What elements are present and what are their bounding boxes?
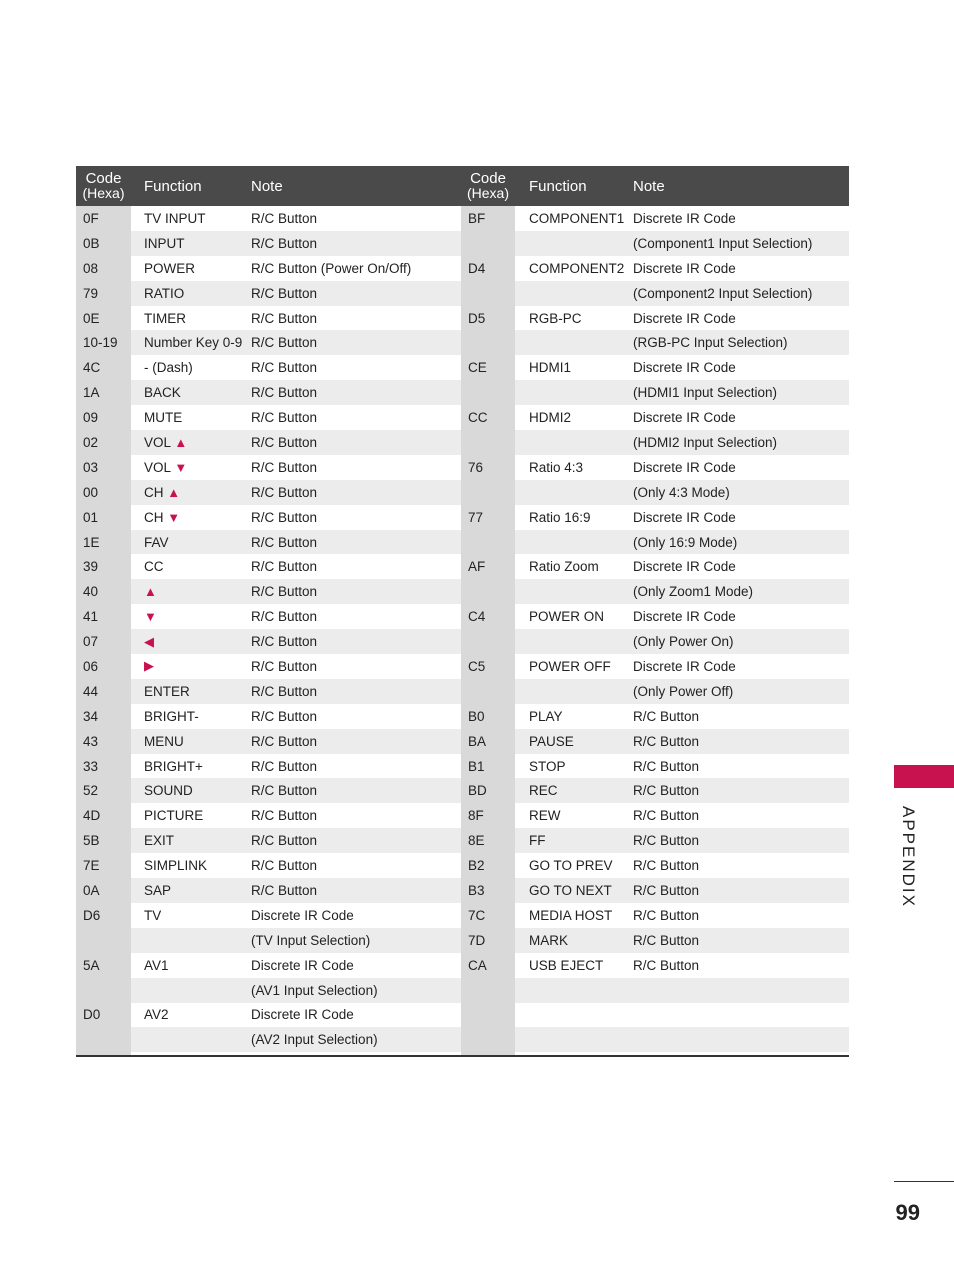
note-cell: Discrete IR Code [633,410,736,426]
note-cell: (HDMI2 Input Selection) [631,430,849,455]
table-row [461,480,849,505]
table-row [461,928,849,953]
function-cell: FAV [131,530,247,555]
table-row [461,306,849,331]
function-cell: PLAY [529,708,563,724]
table-row [461,1003,849,1028]
note-cell: (Component1 Input Selection) [631,231,849,256]
table-row [76,704,461,729]
note-cell: Discrete IR Code [633,559,736,575]
note-cell: R/C Button [251,609,318,625]
note-cell: R/C Button [247,480,461,505]
function-cell [131,978,247,1003]
note-cell: R/C Button [251,360,318,376]
note-cell: R/C Button [633,708,700,724]
note-cell: R/C Button (Power On/Off) [251,260,412,276]
function-cell: AV1 [144,957,169,973]
table-row [76,928,461,953]
code-column-header [76,166,131,206]
note-cell: R/C Button [247,231,461,256]
arrow-icon: ▶ [144,658,154,674]
note-cell: R/C Button [631,778,849,803]
appendix-side-label: APPENDIX [899,806,918,908]
table-row [461,530,849,555]
note-cell: Discrete IR Code [251,907,354,923]
code-cell: C5 [461,654,515,679]
function-cell: PICTURE [144,808,204,824]
note-cell: R/C Button [633,858,700,874]
note-cell: Discrete IR Code [633,210,736,226]
note-cell: R/C Button [633,957,700,973]
note-cell: Discrete IR Code [633,310,736,326]
code-cell: 44 [76,679,131,704]
note-column-header: Note [631,166,849,206]
code-cell: 4C [76,355,131,380]
function-cell [131,629,247,654]
code-cell: 00 [76,480,131,505]
function-cell: REW [529,808,561,824]
code-cell: D6 [76,903,131,928]
table-row [461,679,849,704]
note-cell: (Only 4:3 Mode) [631,480,849,505]
table-row [461,455,849,480]
note-cell: R/C Button [251,808,318,824]
table-row [461,579,849,604]
code-cell: 10-19 [76,330,131,355]
code-cell [461,1027,515,1052]
note-cell: Discrete IR Code [633,658,736,674]
note-cell: R/C Button [247,579,461,604]
table-row [461,754,849,779]
arrow-icon: ▼ [174,459,188,475]
note-cell: R/C Button [247,778,461,803]
function-cell [131,654,247,679]
code-cell: 03 [76,455,131,480]
code-cell: 08 [76,256,131,281]
code-cell: 8E [461,828,515,853]
code-cell: 4D [76,803,131,828]
table-row [76,828,461,853]
table-row [461,380,849,405]
code-cell: 01 [76,505,131,530]
code-cell: 7E [76,853,131,878]
code-cell [461,679,515,704]
table-row [461,554,849,579]
note-cell: R/C Button [251,708,318,724]
table-row [76,281,461,306]
table-row [461,355,849,380]
code-cell: 76 [461,455,515,480]
code-cell: 40 [76,579,131,604]
arrow-icon: ▲ [144,584,157,600]
note-cell: R/C Button [251,758,318,774]
function-column-header: Function [515,166,631,206]
note-cell: R/C Button [251,858,318,874]
note-cell: R/C Button [251,210,318,226]
note-cell: R/C Button [247,878,461,903]
code-cell: AF [461,554,515,579]
table-row [461,281,849,306]
code-cell: 5A [76,953,131,978]
function-cell: BRIGHT- [144,708,199,724]
note-cell: (Only Power On) [631,629,849,654]
arrow-icon: ◀ [144,633,154,649]
table-row [76,1003,461,1028]
function-cell: SIMPLINK [144,858,208,874]
code-header-label: Code [470,170,506,187]
function-cell: BACK [131,380,247,405]
note-cell: R/C Button [631,928,849,953]
table-row [76,629,461,654]
table-row [76,530,461,555]
function-cell: POWER [144,260,196,276]
note-cell: Discrete IR Code [633,459,736,475]
function-cell: RGB-PC [529,310,582,326]
table-row [461,903,849,928]
table-row [76,604,461,629]
table-row [461,1027,849,1052]
table-row [76,455,461,480]
table-row [76,878,461,903]
function-cell [515,480,631,505]
code-cell [461,430,515,455]
function-cell: MARK [515,928,631,953]
note-cell: (Only Power Off) [631,679,849,704]
code-cell [461,330,515,355]
remote-code-table-left [76,166,461,1056]
note-cell: R/C Button [251,559,318,575]
code-cell: D0 [76,1003,131,1028]
function-cell: INPUT [131,231,247,256]
function-cell: TIMER [144,310,186,326]
code-cell: 5B [76,828,131,853]
table-row [461,430,849,455]
note-cell: R/C Button [247,679,461,704]
code-cell: 1A [76,380,131,405]
code-cell: 07 [76,629,131,654]
function-cell [515,281,631,306]
table-header-row [76,166,461,206]
table-row [76,579,461,604]
function-cell: EXIT [131,828,247,853]
note-cell: (Only Zoom1 Mode) [631,579,849,604]
function-cell: USB EJECT [529,957,604,973]
table-row [461,604,849,629]
code-cell: B0 [461,704,515,729]
function-cell: SAP [131,878,247,903]
code-cell: B2 [461,853,515,878]
function-cell: TV [144,907,162,923]
code-cell [461,978,515,1003]
function-cell: RATIO [131,281,247,306]
table-row [76,729,461,754]
code-header-sub: (Hexa) [466,185,509,201]
table-row [76,654,461,679]
table-row [461,629,849,654]
function-cell [515,330,631,355]
table-row [76,978,461,1003]
table-row [76,554,461,579]
function-cell [515,629,631,654]
function-cell [515,380,631,405]
code-cell: 06 [76,654,131,679]
code-header-label: Code [85,170,122,187]
code-cell: 0A [76,878,131,903]
code-cell: 52 [76,778,131,803]
code-cell: 7D [461,928,515,953]
table-row [76,430,461,455]
code-cell: 09 [76,405,131,430]
code-cell: 43 [76,729,131,754]
code-cell: 02 [76,430,131,455]
note-cell: R/C Button [247,281,461,306]
function-cell: Ratio 16:9 [529,509,591,525]
note-cell: Discrete IR Code [633,609,736,625]
table-row [461,803,849,828]
table-row [461,256,849,281]
note-cell: (AV2 Input Selection) [247,1027,461,1052]
code-cell: C4 [461,604,515,629]
function-column-header: Function [131,166,247,206]
note-cell: R/C Button [251,410,318,426]
arrow-icon: ▼ [144,609,157,625]
note-cell: R/C Button [247,828,461,853]
code-cell [461,480,515,505]
function-cell: REC [515,778,631,803]
code-cell [76,1027,131,1052]
table-row [461,231,849,256]
function-cell: VOL ▲ [131,430,247,455]
function-cell: - (Dash) [144,360,193,376]
code-cell: CA [461,953,515,978]
note-cell: R/C Button [631,878,849,903]
code-cell [461,231,515,256]
table-row [76,903,461,928]
page-number-rule [894,1181,954,1182]
code-cell: 8F [461,803,515,828]
table-row [76,256,461,281]
code-cell: D5 [461,306,515,331]
code-column-header [461,166,515,206]
code-header-sub: (Hexa) [82,185,125,201]
code-cell [461,579,515,604]
table-bottom-rule [76,1055,849,1057]
table-row [461,206,849,231]
table-row [461,330,849,355]
function-cell: HDMI2 [529,410,572,426]
function-cell: STOP [529,758,566,774]
arrow-icon: ▲ [167,484,181,500]
code-cell: 39 [76,554,131,579]
function-cell: Ratio 4:3 [529,459,584,475]
table-row [461,729,849,754]
code-cell: CE [461,355,515,380]
arrow-icon: ▲ [174,434,188,450]
note-cell: R/C Button [247,380,461,405]
table-row [76,778,461,803]
note-cell [631,1027,849,1052]
note-cell: R/C Button [247,729,461,754]
code-cell: BF [461,206,515,231]
table-row [76,380,461,405]
note-cell: R/C Button [633,907,700,923]
table-row [461,505,849,530]
note-cell: Discrete IR Code [251,1007,354,1023]
code-cell [461,380,515,405]
code-cell: 7C [461,903,515,928]
note-cell [631,978,849,1003]
note-cell: R/C Button [631,729,849,754]
function-cell [515,579,631,604]
table-header-row [461,166,849,206]
note-cell: Discrete IR Code [633,260,736,276]
note-cell: (AV1 Input Selection) [247,978,461,1003]
table-row [76,754,461,779]
code-cell [461,1003,515,1028]
function-cell [515,1027,631,1052]
note-cell: R/C Button [251,658,318,674]
table-row [461,953,849,978]
function-cell [515,978,631,1003]
table-row [76,679,461,704]
note-cell: (RGB-PC Input Selection) [631,330,849,355]
function-cell: Number Key 0-9 [131,330,247,355]
table-row [76,1027,461,1052]
function-cell: MENU [131,729,247,754]
note-cell: R/C Button [251,310,318,326]
code-cell: 77 [461,505,515,530]
function-cell: COMPONENT2 [529,260,625,276]
code-cell: BD [461,778,515,803]
function-cell: Ratio Zoom [529,559,599,575]
note-cell: (HDMI1 Input Selection) [631,380,849,405]
code-cell: B3 [461,878,515,903]
function-cell: CH ▼ [144,509,181,525]
note-cell: Discrete IR Code [251,957,354,973]
function-cell: CC [144,559,164,575]
code-cell: 0F [76,206,131,231]
table-row [461,704,849,729]
table-row [461,978,849,1003]
remote-code-table-right [461,166,849,1056]
table-row [461,778,849,803]
arrow-icon: ▼ [167,509,181,525]
table-row [76,206,461,231]
note-column-header: Note [247,166,461,206]
note-cell: (Component2 Input Selection) [631,281,849,306]
function-cell [131,928,247,953]
note-cell: R/C Button [251,459,318,475]
table-row [76,480,461,505]
note-cell: R/C Button [247,430,461,455]
note-cell: R/C Button [251,509,318,525]
function-cell: PAUSE [515,729,631,754]
code-cell: 1E [76,530,131,555]
table-row [461,853,849,878]
function-cell [131,579,247,604]
function-cell [515,430,631,455]
function-cell: MUTE [144,410,183,426]
function-cell [515,679,631,704]
code-cell: D4 [461,256,515,281]
code-cell: 79 [76,281,131,306]
function-cell: COMPONENT1 [529,210,625,226]
code-cell: 41 [76,604,131,629]
note-cell [631,1003,849,1028]
function-cell: GO TO NEXT [515,878,631,903]
function-cell [515,530,631,555]
code-cell: 0B [76,231,131,256]
table-row [76,953,461,978]
function-cell [515,1003,631,1028]
table-row [76,405,461,430]
note-cell: R/C Button [633,758,700,774]
table-row [76,306,461,331]
table-row [461,878,849,903]
table-row [461,828,849,853]
function-cell: BRIGHT+ [144,758,203,774]
function-cell: FF [515,828,631,853]
table-row [461,654,849,679]
function-cell: CH ▲ [131,480,247,505]
function-cell: POWER OFF [529,658,611,674]
code-cell [76,928,131,953]
function-cell: MEDIA HOST [529,907,613,923]
code-cell: 33 [76,754,131,779]
table-row [76,853,461,878]
code-cell [461,530,515,555]
table-row [76,803,461,828]
function-cell: VOL ▼ [144,459,188,475]
code-cell [461,281,515,306]
note-cell: (TV Input Selection) [247,928,461,953]
note-cell: Discrete IR Code [633,360,736,376]
function-cell: GO TO PREV [529,858,613,874]
section-tab-marker [894,765,954,788]
code-cell [76,978,131,1003]
note-cell: R/C Button [631,828,849,853]
table-row [76,231,461,256]
function-cell: AV2 [144,1007,169,1023]
note-cell: R/C Button [247,330,461,355]
note-cell: (Only 16:9 Mode) [631,530,849,555]
function-cell: SOUND [131,778,247,803]
table-row [76,330,461,355]
code-cell [461,629,515,654]
function-cell: TV INPUT [144,210,206,226]
table-row [76,355,461,380]
function-cell [131,604,247,629]
note-cell: R/C Button [247,530,461,555]
code-cell: 34 [76,704,131,729]
table-row [76,505,461,530]
table-row [461,405,849,430]
function-cell: HDMI1 [529,360,572,376]
function-cell [515,231,631,256]
function-cell: POWER ON [529,609,605,625]
note-cell: Discrete IR Code [633,509,736,525]
page-number: 99 [895,1200,920,1225]
function-cell: ENTER [131,679,247,704]
code-cell: BA [461,729,515,754]
function-cell [131,1027,247,1052]
code-cell: B1 [461,754,515,779]
note-cell: R/C Button [633,808,700,824]
code-cell: CC [461,405,515,430]
note-cell: R/C Button [247,629,461,654]
code-cell: 0E [76,306,131,331]
